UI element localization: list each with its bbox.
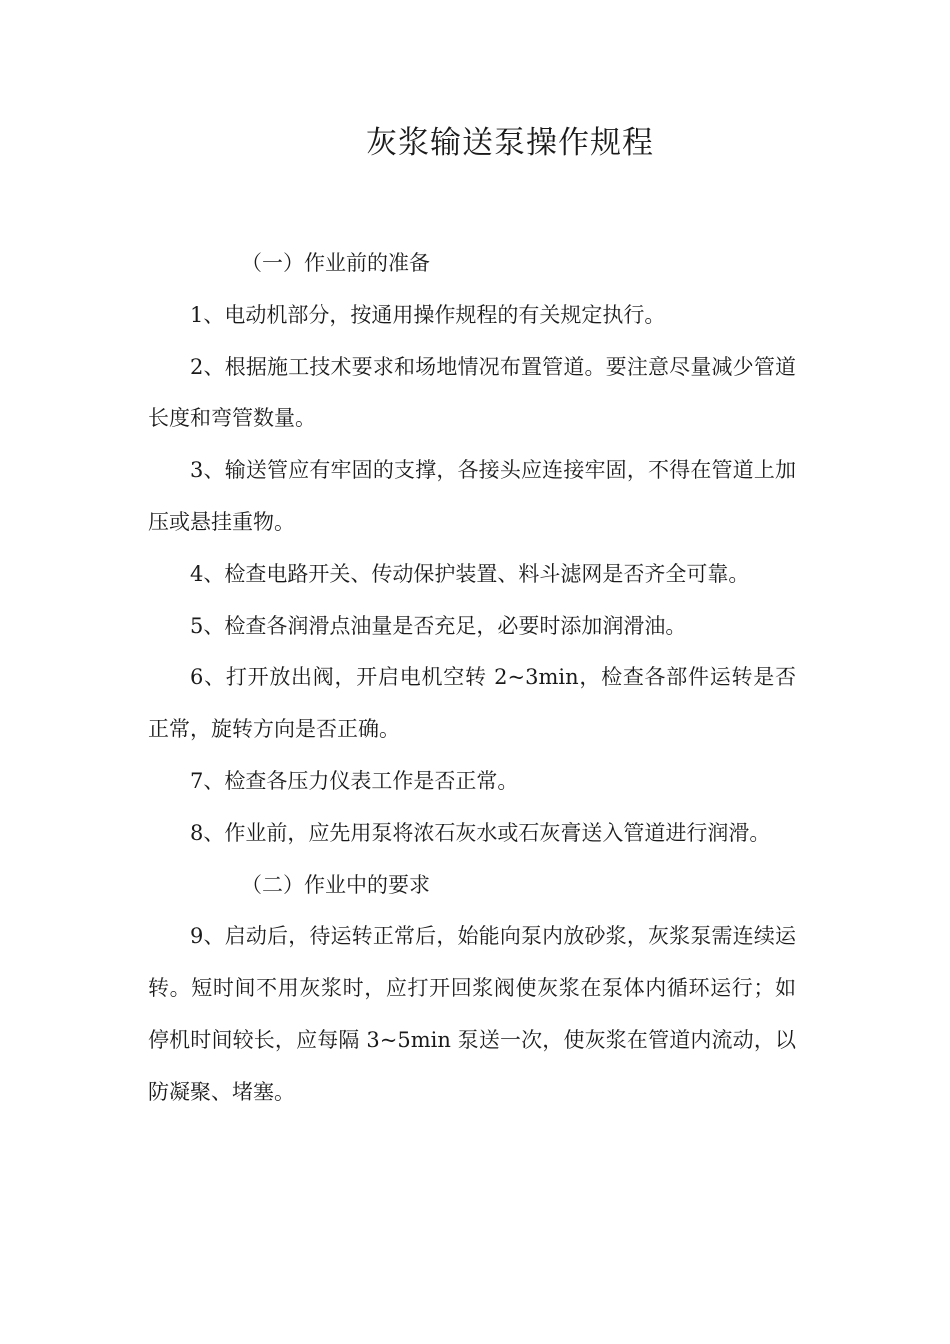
- document-title: 灰浆输送泵操作规程: [366, 125, 654, 161]
- paragraph-item-2: 2、根据施工技术要求和场地情况布置管道。要注意尽量减少管道长度和弯管数量。: [148, 354, 796, 431]
- section-heading: （一）作业前的准备: [241, 251, 430, 275]
- paragraph-item-7: 7、检查各压力仪表工作是否正常。: [190, 768, 519, 793]
- paragraph-item-9: 9、启动后，待运转正常后，始能向泵内放砂浆，灰浆泵需连续运转。短时间不用灰浆时，应打开回浆阀使灰浆在泵体内循环运行；如停机时间较长，应每隔 3~5min 泵送一次，使灰浆在管道内流动，以防凝聚、堵塞。: [148, 924, 796, 1104]
- paragraph-item-3: 3、输送管应有牢固的支撑，各接头应连接牢固，不得在管道上加压或悬挂重物。: [148, 458, 796, 534]
- document-body: [148, 238, 796, 1119]
- paragraph-item-8: 8、作业前，应先用泵将浓石灰水或石灰膏送入管道进行润滑。: [190, 820, 771, 845]
- paragraph-item-5: 5、检查各润滑点油量是否充足，必要时添加润滑油。: [190, 613, 687, 638]
- paragraph-item-1: 1、电动机部分，按通用操作规程的有关规定执行。: [190, 302, 666, 327]
- section-heading: （二）作业中的要求: [241, 872, 430, 897]
- paragraph-item-4: 4、检查电路开关、传动保护装置、料斗滤网是否齐全可靠。: [190, 561, 750, 586]
- paragraph-item-6: 6、打开放出阀，开启电机空转 2~3min，检查各部件运转是否正常，旋转方向是否正确。: [148, 665, 796, 742]
